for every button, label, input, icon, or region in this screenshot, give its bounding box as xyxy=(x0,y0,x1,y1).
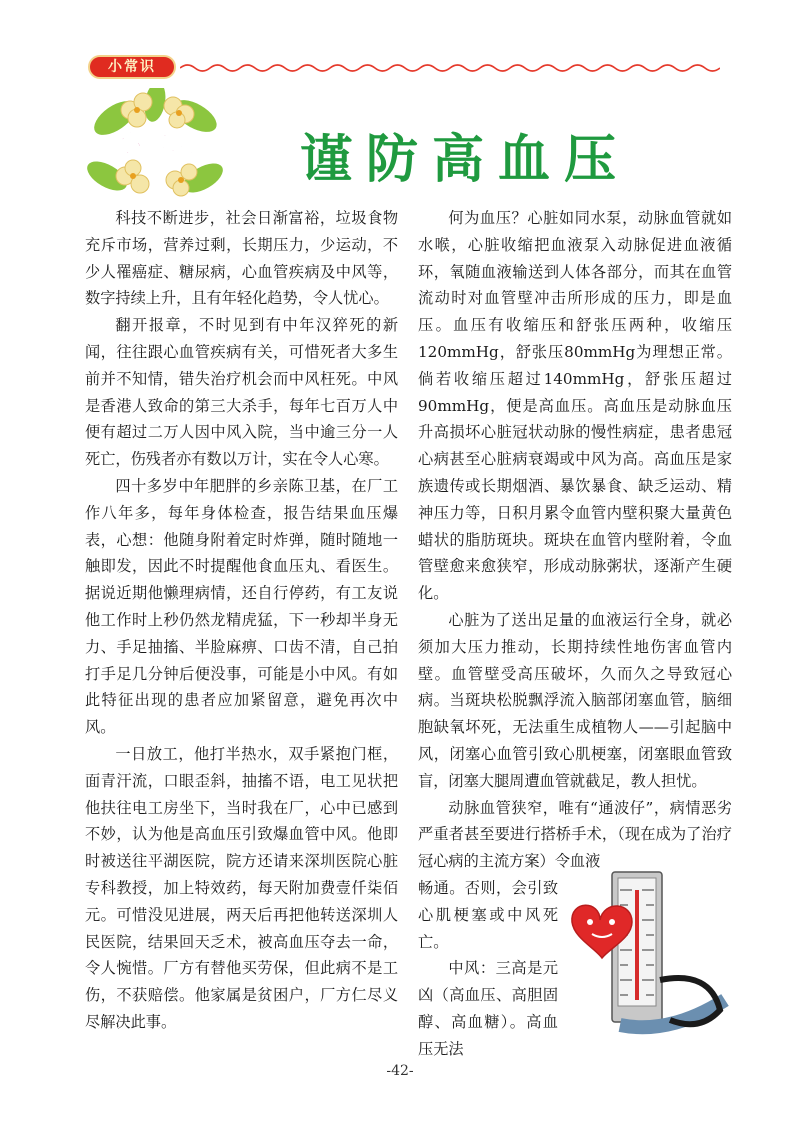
paragraph: 动脉血管狭窄，唯有“通波仔”，病情恶劣严重者甚至要进行搭桥手术，（现在成为了治疗冠心病的主流方案）令血液 xyxy=(418,798,732,871)
paragraph: 四十多岁中年肥胖的乡亲陈卫基，在厂工作八年多，每年身体检查，报告结果血压爆表，心想：他随身附着定时炸弹，随时随地一触即发，因此不时提醒他食血压丸、看医生。据说近期他懒理病情，还自行停药，有工友说他工作时上秒仍然龙精虎猛，下一秒却半身无力、手足抽搐、半脸麻痹、口齿不清，自己拍打手足几分钟后便没事，可能是小中风。有如此特征出现的患者应加紧留意，避免再次中风。 xyxy=(85,476,398,737)
article-column-left xyxy=(85,205,398,1036)
logo-label: 小常识 xyxy=(115,129,195,159)
flower-logo-icon xyxy=(85,88,225,203)
blood-pressure-meter-heart-icon xyxy=(560,860,735,1035)
page-number: -42- xyxy=(386,1063,414,1079)
paragraph: 翻开报章，不时见到有中年汉猝死的新闻，往往跟心血管疾病有关，可惜死者大多生前并不知情，错失治疗机会而中风枉死。中风是香港人致命的第三大杀手，每年七百万人中便有超过二万人因中风入院，当中逾三分一人死亡，伤残者亦有数以万计，实在令人心寒。 xyxy=(85,316,398,469)
paragraph: 心脏为了送出足量的血液运行全身，就必须加大压力推动，长期持续性地伤害血管内壁。血管壁受高压破坏，久而久之导致冠心病。当斑块松脱飘浮流入脑部闭塞血管，脑细胞缺氧坏死，无法重生成植物人——引起脑中风，闭塞心血管引致心肌梗塞，闭塞眼血管致盲，闭塞大腿周遭血管就截足，教人担忧。 xyxy=(418,610,732,790)
paragraph: 科技不断进步，社会日渐富裕，垃圾食物充斥市场，营养过剩，长期压力，少运动，不少人罹癌症、糖尿病，心血管疾病及中风等，数字持续上升，且有年轻化趋势，令人忧心。 xyxy=(85,209,398,308)
paragraph: 一日放工，他打半热水，双手紧抱门框，面青汗流，口眼歪斜，抽搐不语，电工见状把他扶往电工房坐下，当时我在厂，心中已感到不妙，认为他是高血压引致爆血管中风。他即时被送往平湖医院，院方还请来深圳医院心脏专科教授，加上特效药，每天附加费壹仟柒佰元。可惜没见进展，两天后再把他转送深圳人民医院，结果回天乏术，被高血压夺去一命，令人惋惜。厂方有替他买劳保，但此病不是工伤，不获赔偿。他家属是贫困户，厂方仁尽义尽解决此事。 xyxy=(85,744,398,1031)
paragraph: 何为血压？心脏如同水泵，动脉血管就如水喉，心脏收缩把血液泵入动脉促进血液循环，氧随血液输送到人体各部分，而其在血管流动时对血管壁冲击所形成的压力，即是血压。血压有收缩压和舒张压两种，收缩压120mmHg，舒张压80mmHg为理想正常。倘若收缩压超过140mmHg，舒张压超过90mmHg，便是高血压。高血压是动脉血压升高损坏心脏冠状动脉的慢性病症，患者患冠心病甚至心脏病衰竭或中风为高。高血压是家族遗传或长期烟酒、暴饮暴食、缺乏运动、精神压力等，日积月累令血管内壁积聚大量黄色蜡状的脂肪斑块。斑块在血管内壁附着，令血管壁愈来愈狭窄，形成动脉粥状，逐渐产生硬化。 xyxy=(418,209,732,603)
wave-divider xyxy=(180,62,720,74)
paragraph: 中风：三高是元凶（高血压、高胆固醇、高血糖）。高血压无法 xyxy=(418,959,558,1058)
page-title: 谨防高血压 xyxy=(300,130,631,190)
paragraph-continuation: 畅通。否则，会引致心肌梗塞或中风死亡。 xyxy=(418,878,558,951)
section-tag: 小常识 xyxy=(88,55,176,79)
